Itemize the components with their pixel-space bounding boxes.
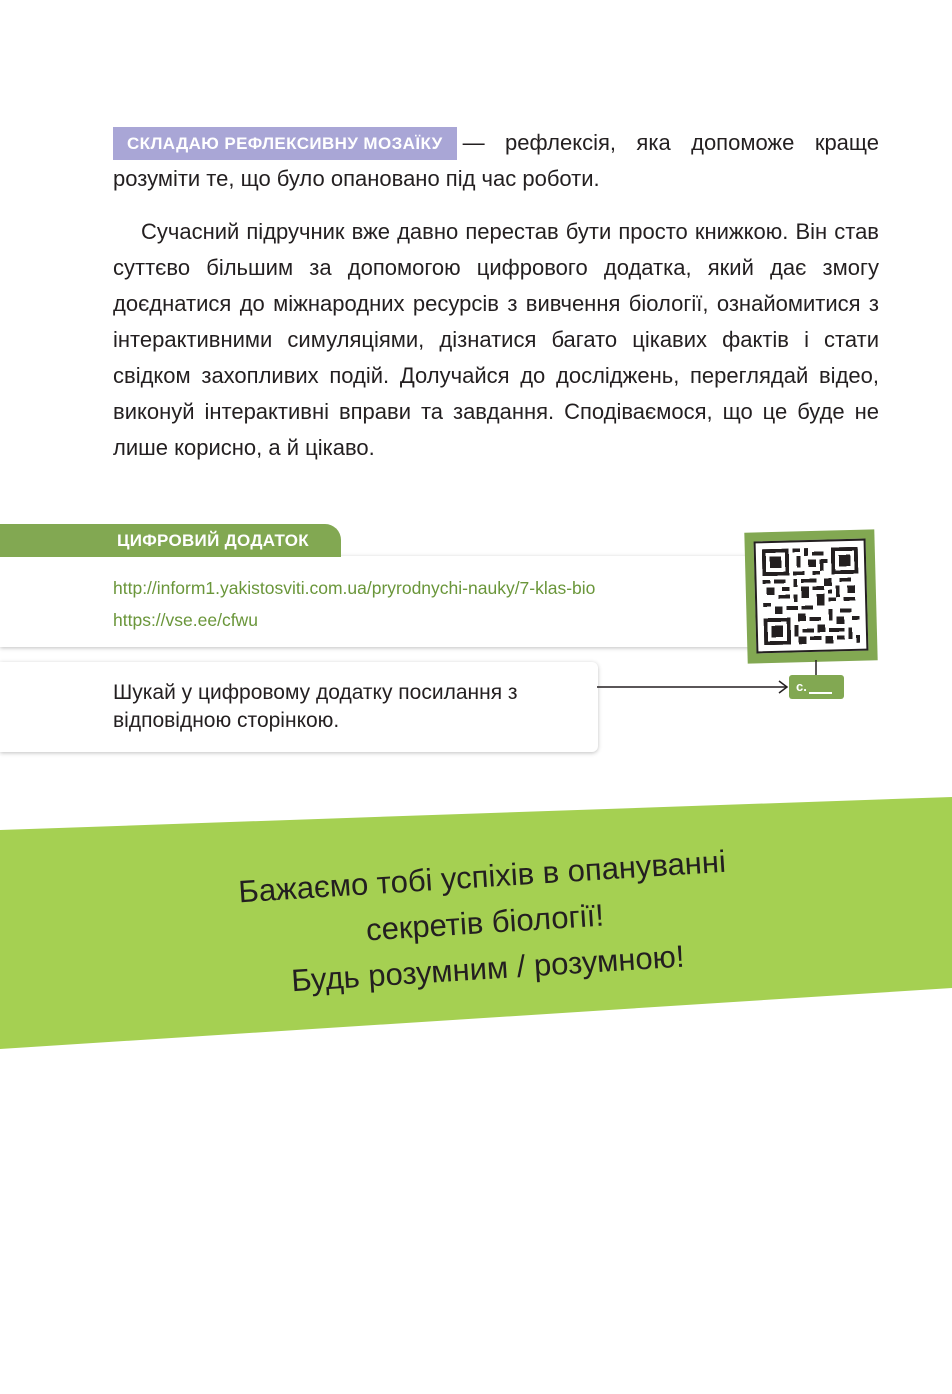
reflexive-mosaic-tag: СКЛАДАЮ РЕФЛЕКСИВНУ МОЗАЇКУ bbox=[113, 127, 457, 160]
qr-code-icon[interactable] bbox=[754, 539, 869, 654]
links-card bbox=[0, 556, 770, 647]
hint-text: Шукай у цифровому додатку посилання з відповідною сторінкою. bbox=[113, 681, 518, 732]
page-blank bbox=[809, 692, 832, 694]
qr-code-frame[interactable] bbox=[744, 529, 877, 663]
intro-text: — рефлексія, яка допоможе краще розуміти те, що було опановано під час роботи. bbox=[113, 130, 879, 191]
wish-line-1: Бажаємо тобі успіхів в опануванні bbox=[237, 843, 727, 910]
qr-code-graphic bbox=[762, 547, 860, 645]
link-vse[interactable]: https://vse.ee/cfwu bbox=[113, 610, 258, 630]
page-number-label bbox=[789, 675, 844, 699]
intro-paragraph bbox=[113, 125, 879, 197]
digital-supplement-tab: ЦИФРОВИЙ ДОДАТОК bbox=[0, 524, 341, 557]
wish-line-2: секретів біології! bbox=[364, 897, 605, 948]
main-paragraph: Сучасний підручник вже давно перестав бути просто книжкою. Він став суттєво більшим за допомогою цифрового додатка, який дає змогу доєднатися до міжнародних ресурсів з вивчення біології, ознайомитися з інтерактивними симуляціями, дізнатися багато цікавих фактів і стати свідком захопливих подій. Долучайся до досліджень, переглядай відео, виконуй інтерактивні вправи та завдання. Сподіваємося, що це буде не лише корисно, а й цікаво. bbox=[113, 219, 879, 460]
page-prefix: с. bbox=[796, 679, 807, 694]
link-inform1[interactable]: http://inform1.yakistosviti.com.ua/pryrodnychi-nauky/7-klas-bio bbox=[113, 578, 596, 598]
wish-line-3: Будь розумним / розумною! bbox=[290, 938, 686, 999]
